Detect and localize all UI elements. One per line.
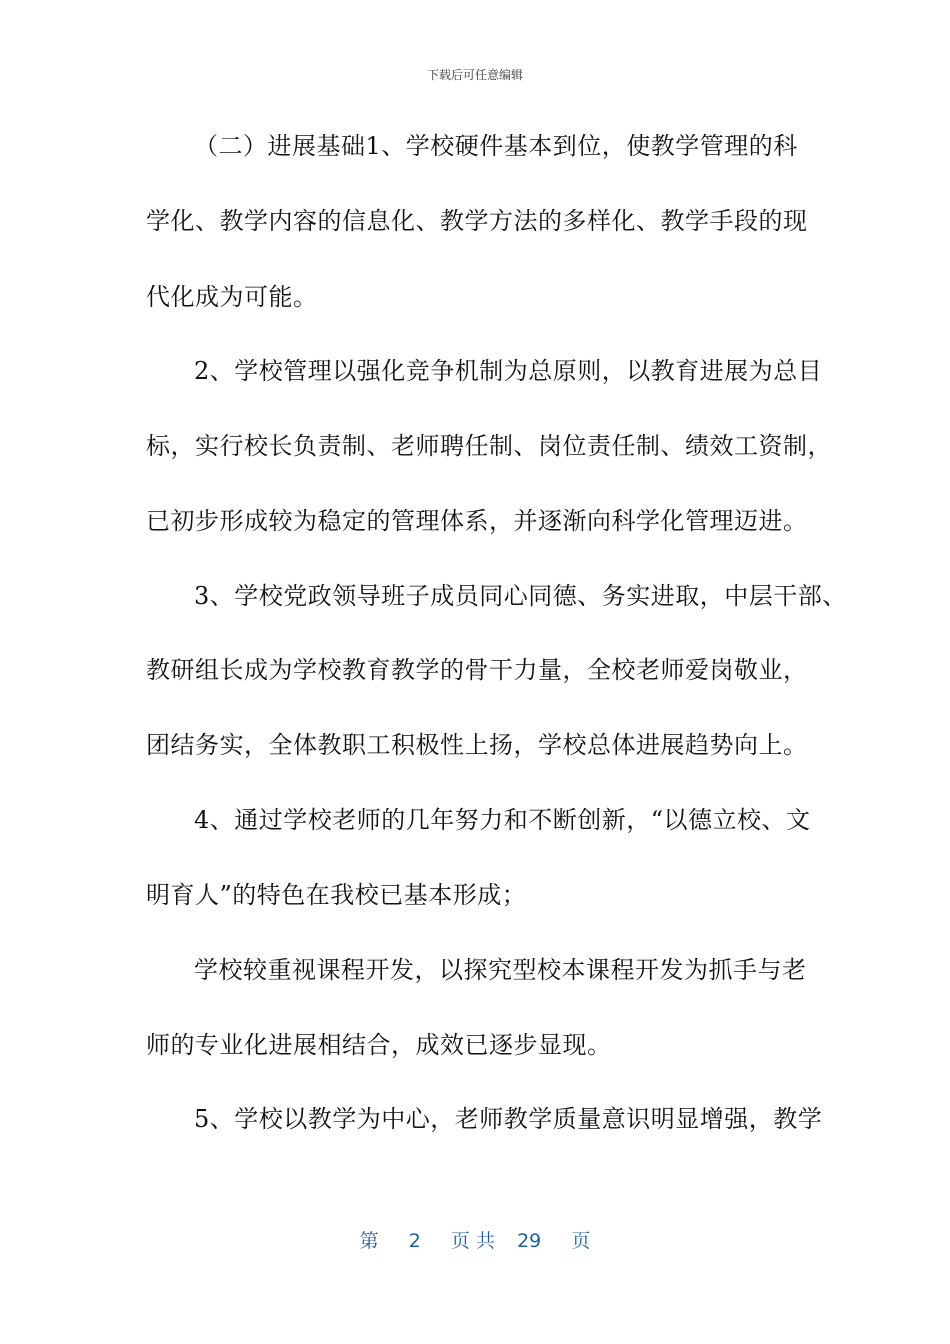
- page-header: 下载后可任意编辑: [426, 68, 523, 82]
- paragraph-line: 已初步形成较为稳定的管理体系，并逐渐向科学化管理迈进。: [146, 507, 808, 535]
- paragraph-line: 学化、教学内容的信息化、教学方法的多样化、教学手段的现: [146, 207, 808, 235]
- paragraph-line: 3、学校党政领导班子成员同心同德、务实进取，中层干部、: [194, 582, 847, 610]
- paragraph-line: 团结务实，全体教职工积极性上扬，学校总体进展趋势向上。: [146, 731, 808, 759]
- page-prefix: 第: [359, 1230, 379, 1252]
- paragraph-line: 明育人”的特色在我校已基本形成；: [146, 881, 527, 909]
- paragraph-line: 教研组长成为学校教育教学的骨干力量，全校老师爱岗敬业，: [146, 656, 808, 684]
- page-suffix: 页: [571, 1230, 591, 1252]
- paragraph-line: 学校较重视课程开发，以探究型校本课程开发为抓手与老: [194, 956, 807, 984]
- total-pages: 29: [517, 1230, 542, 1252]
- paragraph-line: 4、通过学校老师的几年努力和不断创新，“以德立校、文: [194, 806, 811, 834]
- paragraph-line: （二）进展基础1、学校硬件基本到位，使教学管理的科: [194, 132, 798, 160]
- page-footer: [0, 1226, 950, 1253]
- paragraph-line: 2、学校管理以强化竞争机制为总原则，以教育进展为总目: [194, 357, 823, 385]
- paragraph-line: 5、学校以教学为中心，老师教学质量意识明显增强，教学: [194, 1105, 823, 1133]
- paragraph-line: 代化成为可能。: [146, 283, 318, 311]
- paragraph-line: 标，实行校长负责制、老师聘任制、岗位责任制、绩效工资制，: [146, 432, 832, 460]
- paragraph-line: 师的专业化进展相结合，成效已逐步显现。: [146, 1031, 612, 1059]
- page-number: 2: [408, 1230, 421, 1252]
- page-middle: 页 共: [450, 1230, 495, 1252]
